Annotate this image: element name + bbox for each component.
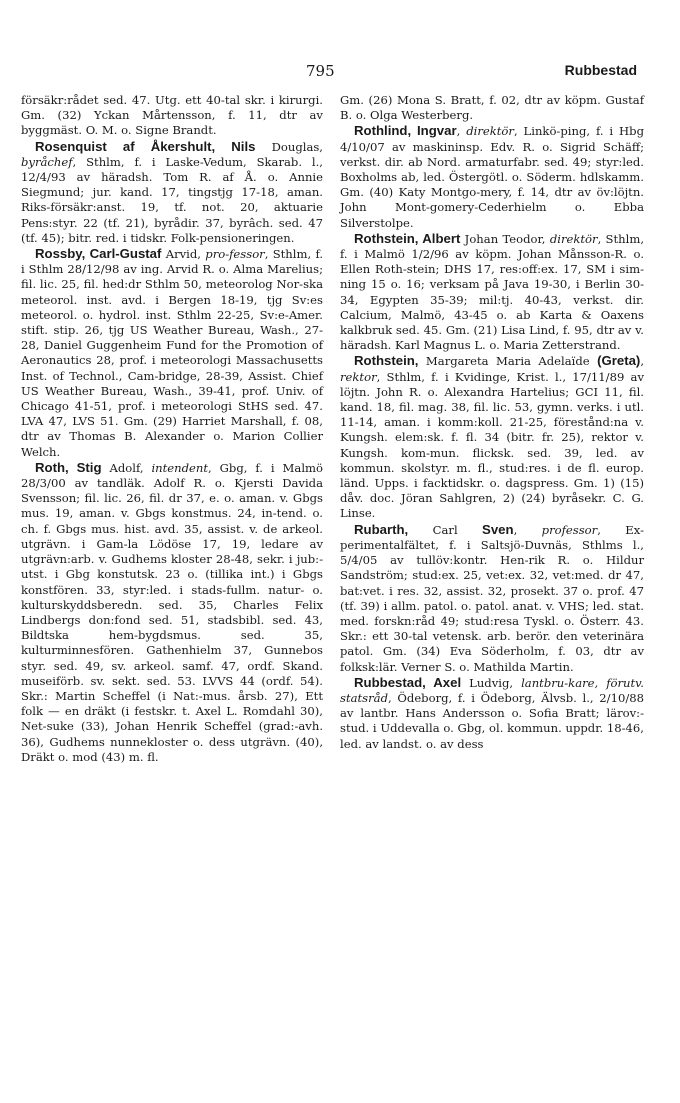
entry xyxy=(340,231,644,354)
entry-occupation: byråchef xyxy=(21,154,73,169)
entry-text: försäkr:rådet sed. 47. Utg. ett 40-tal skr. i kirurgi. Gm. (32) Yckan Mårtensson, f. 11, dtr av byggmäst. O. M. o. Signe Brandt. xyxy=(21,93,323,138)
entry-continuation xyxy=(340,93,644,123)
entry-text: , Ex-perimentalfältet, f. i Saltsjö-Duvnäs, Sthlms l., 5/4/05 av tullöv:kontr. Hen-rik R. o. Hildur Sandström; stud:ex. 25, vet:ex. 32, vet:med. dr 47, bat:vet. i res. 32, assist. 32, prosekt. 37 o. prof. 47 (tf. 39) i allm. patol. o. patol. anat. v. VHS; led. stat. med. forskn:råd 49; stud:resa Tyskl. o. Österr. 43. Skr.: ett 30-tal vetensk. arb. berör. den veterinära patol. Gm. (34) Eva Söderholm, f. 03, dtr av folksk:lär. Verner S. o. Mathilda Martin. xyxy=(340,522,644,674)
entry-separator: , xyxy=(513,522,542,537)
entry xyxy=(21,460,323,765)
entry xyxy=(340,353,644,521)
entry xyxy=(340,123,644,230)
entry-text: , Sthlm, f. i Laske-Vedum, Skarab. l., 12/4/93 av häradsh. Tom R. af Å. o. Annie Siegmund; jur. kand. 17, tingstjg 17-18, aman. Riks-försäkr:anst. 19, tf. not. 20, aktuarie Pens:styr. 22 (tf. 21), byrådir. 37, byrâch. sed. 47 (tf. 45); bitr. red. i tidskr. Folk-pensioneringen. xyxy=(21,154,323,245)
entry-occupation: pro-fessor xyxy=(205,247,265,262)
entry-headword: Rothlind, Ingvar xyxy=(354,123,457,139)
entry-given-names: Douglas, xyxy=(255,139,323,154)
entry-text: , Sthlm, f. i Malmö 1/2/96 av köpm. Johan Månsson-R. o. Ellen Roth-stein; DHS 17, res:off:ex. 17, SM i sim-ning 15 o. 16; verksam på Java 19-30, i Berlin 30-34, Egypten 35-39; mil:tj. 40-43, verkst. dir. Calcium, Malmö, 43-45 o. ab Karta & Oaxens kalkbruk sed. 45. Gm. (21) Lisa Lind, f. 95, dtr av v. häradsh. Karl Magnus L. o. Maria Zetterstrand. xyxy=(340,231,645,353)
entry-occupation: direktör xyxy=(466,124,514,139)
entry xyxy=(340,675,644,752)
entry-headword: Rothstein, xyxy=(354,353,419,369)
entry-given-names: Carl xyxy=(408,522,483,537)
entry-headword: Roth, Stig xyxy=(35,459,102,475)
entry-text: , Sthlm, f. i Kvidinge, Krist. l., 17/11/89 av löjtn. John R. o. Alexandra Hartelius; GCI 11, fil. kand. 18, fil. mag. 38, fil. lic. 53, gymn. verks. i utl. 11-14, aman. i komm:koll. 21-25, förestånd:na v. Kungsh. elem:sk. f. fl. 34 (bitr. fr. 25), rektor v. Kungsh. kom-mun. flicksk. sed. 39, led. av kommun. skolstyr. m. fl., stud:res. i de fl. europ. länd. Upps. i facktidskr. o. dagspress. Gm. 1) (15) dåv. doc. Jöran Sahlgren, 2) (24) byråsekr. C. G. Linse. xyxy=(340,369,644,521)
entry-headword: Rossby, Carl-Gustaf xyxy=(35,246,162,262)
entry xyxy=(21,246,323,460)
entry-given-names: Margareta Maria Adelaïde xyxy=(418,354,598,369)
entry-headword: Rubarth, xyxy=(354,521,409,537)
entry-occupation: lantbru-kare, förutv. statsråd xyxy=(340,675,644,705)
entry-text: Gm. (26) Mona S. Bratt, f. 02, dtr av köpm. Gustaf B. o. Olga Westerberg. xyxy=(340,93,644,123)
right-column xyxy=(340,93,644,752)
entry-headword: Rothstein, Albert xyxy=(354,230,461,246)
entry-text: , Gbg, f. i Malmö 28/3/00 av tandläk. Adolf R. o. Kjersti Davida Svensson; fil. lic. 26, fil. dr 37, e. o. aman. v. Gbgs mus. 19, aman. v. Gbgs konstmus. 24, in-tend. o. ch. f. Gbgs mus. hist. avd. 35, assist. v. de arkeol. utgrävn. i Gam-la Lödöse 17, 19, ledare av utgrävn:arb. v. Gudhems kloster 28-48, sekr. i jub:-utst. i Gbg konstutsk. 23 o. (tillika int.) i Gbgs konstfören. 33, styr:led. i stads-fullm. natur- o. kulturskyddsberedn. sed. 35, Charles Felix Lindbergs don:fond sed. 51, stadsbibl. sed. 43, Bildtska hem-bygdsmus. sed. 35, kulturminnesfören. Gathenhielm 37, Gunnebos styr. sed. 49, sv. arkeol. samf. 47, ordf. Skand. museiförb. sv. sekt. sed. 53. LVVS 44 (ordf. 54). Skr.: Martin Scheffel (i Nat:-mus. årsb. 27), Ett folk — en dräkt (i festskr. t. Axel L. Romdahl 30), Net-suke (33), Johan Henrik Scheffel (grad:-avh. 36), Gudhems nunnekloster o. dess utgrävn. (40), Dräkt o. mod (43) m. fl. xyxy=(21,460,324,764)
entry xyxy=(340,522,644,675)
entry xyxy=(21,139,323,246)
entry-separator: , xyxy=(640,354,644,369)
entry-given-names: , xyxy=(456,124,467,139)
left-column xyxy=(21,93,323,765)
entry-headword: Rubbestad, Axel xyxy=(354,674,462,690)
page-number: 795 xyxy=(306,62,335,80)
entry-given-names: Johan Teodor, xyxy=(460,231,550,246)
entry-headword: Rosenquist af Åkershult, Nils xyxy=(35,138,256,154)
entry-given-names: Ludvig, xyxy=(461,675,522,690)
entry-headword-callname: Sven xyxy=(482,521,514,537)
entry-given-names: Adolf, xyxy=(101,460,152,475)
page-header xyxy=(0,62,680,82)
entry-continuation xyxy=(21,93,323,139)
entry-occupation: rektor xyxy=(340,369,377,384)
running-head: Rubbestad xyxy=(564,62,637,78)
entry-occupation: professor xyxy=(541,522,598,537)
entry-text: , Linkö-ping, f. i Hbg 4/10/07 av maskininsp. Edv. R. o. Sigrid Schäff; verkst. dir. ab Nord. armaturfabr. sed. 49; styr:led. Boxholms ab, led. Östergötl. o. Söderm. hdlskamm. Gm. (40) Katy Montgo-mery, f. 14, dtr av öv:löjtn. John Mont-gomery-Cederhielm o. Ebba Silverstolpe. xyxy=(340,124,645,230)
entry-occupation: intendent xyxy=(151,460,209,475)
entry-given-names: Arvid, xyxy=(161,247,206,262)
entry-headword-nickname: (Greta) xyxy=(597,353,641,369)
entry-occupation: direktör xyxy=(549,231,598,246)
entry-text: , Ödeborg, f. i Ödeborg, Älvsb. l., 2/10/88 av lantbr. Hans Andersson o. Sofia Bratt; lärov:-stud. i Uddevalla o. Gbg, ol. kommun. uppdr. 18-46, led. av landst. o. av dess xyxy=(340,690,644,751)
entry-text: , Sthlm, f. i Sthlm 28/12/98 av ing. Arvid R. o. Alma Marelius; fil. lic. 25, fil. hed:dr Sthlm 50, meteorolog Nor-ska meteorol. inst. avd. i Bergen 18-19, tjg Sv:es meteorol. o. hydrol. inst. Sthlm 22-25, Sv:e-Amer. stift. stip. 26, tjg US Weather Bureau, Wash., 27-28, Daniel Guggenheim Fund for the Promotion of Aeronautics 28, prof. i meteorologi Massachusetts Inst. of Technol., Cam-bridge, 28-39, Assist. Chief US Weather Bureau, Wash., 39-41, prof. Univ. of Chicago 41-51, prof. i meteorologi StHS sed. 47. LVA 47, LVS 51. Gm. (29) Harriet Marshall, f. 08, dtr av Thomas B. Alexander o. Marion Collier Welch. xyxy=(21,247,324,459)
